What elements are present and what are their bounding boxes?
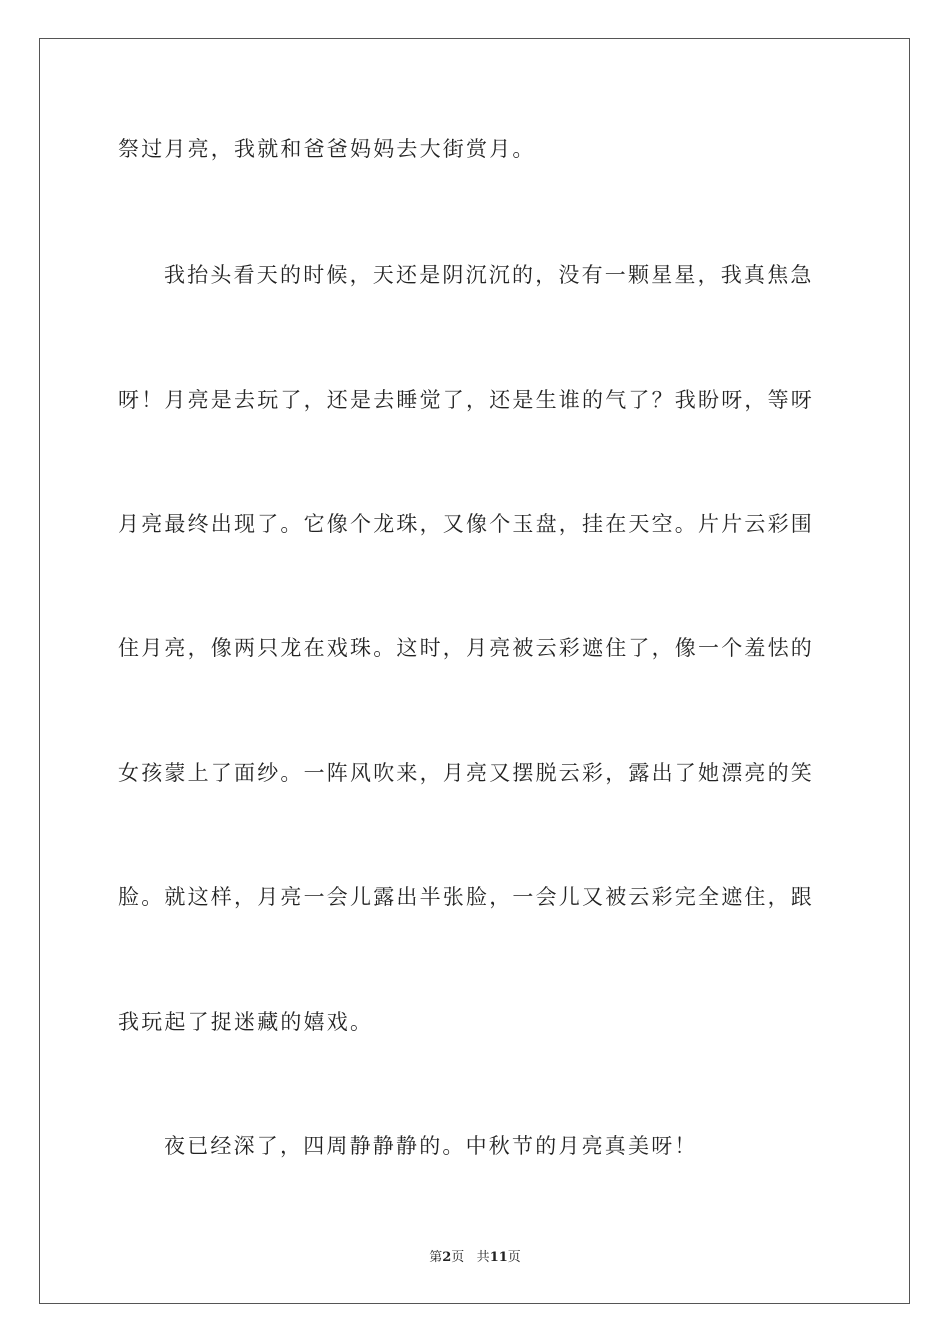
footer-total-prefix: 共 [476, 1250, 490, 1265]
footer-prefix: 第 [429, 1250, 443, 1265]
footer-page-number: 2 [442, 1250, 452, 1265]
text-line-2: 我抬头看天的时候，天还是阴沉沉的，没有一颗星星，我真焦急 [164, 263, 814, 287]
footer-page-suffix: 页 [451, 1250, 465, 1265]
text-line-4: 月亮最终出现了。它像个龙珠，又像个玉盘，挂在天空。片片云彩围 [118, 512, 814, 536]
footer-total-suffix: 页 [507, 1250, 521, 1265]
text-line-1: 祭过月亮，我就和爸爸妈妈去大街赏月。 [118, 137, 536, 161]
text-line-9: 夜已经深了，四周静静静的。中秋节的月亮真美呀！ [164, 1134, 698, 1158]
text-line-8: 我玩起了捉迷藏的嬉戏。 [118, 1010, 374, 1034]
text-line-6: 女孩蒙上了面纱。一阵风吹来，月亮又摆脱云彩，露出了她漂亮的笑 [118, 761, 814, 785]
page-footer [0, 1246, 950, 1265]
footer-total-pages: 11 [489, 1250, 508, 1265]
text-line-3: 呀！月亮是去玩了，还是去睡觉了，还是生谁的气了？我盼呀，等呀 [118, 388, 814, 412]
page-border [39, 38, 910, 1304]
text-line-5: 住月亮，像两只龙在戏珠。这时，月亮被云彩遮住了，像一个羞怯的 [118, 636, 814, 660]
text-line-7: 脸。就这样，月亮一会儿露出半张脸，一会儿又被云彩完全遮住，跟 [118, 885, 814, 909]
